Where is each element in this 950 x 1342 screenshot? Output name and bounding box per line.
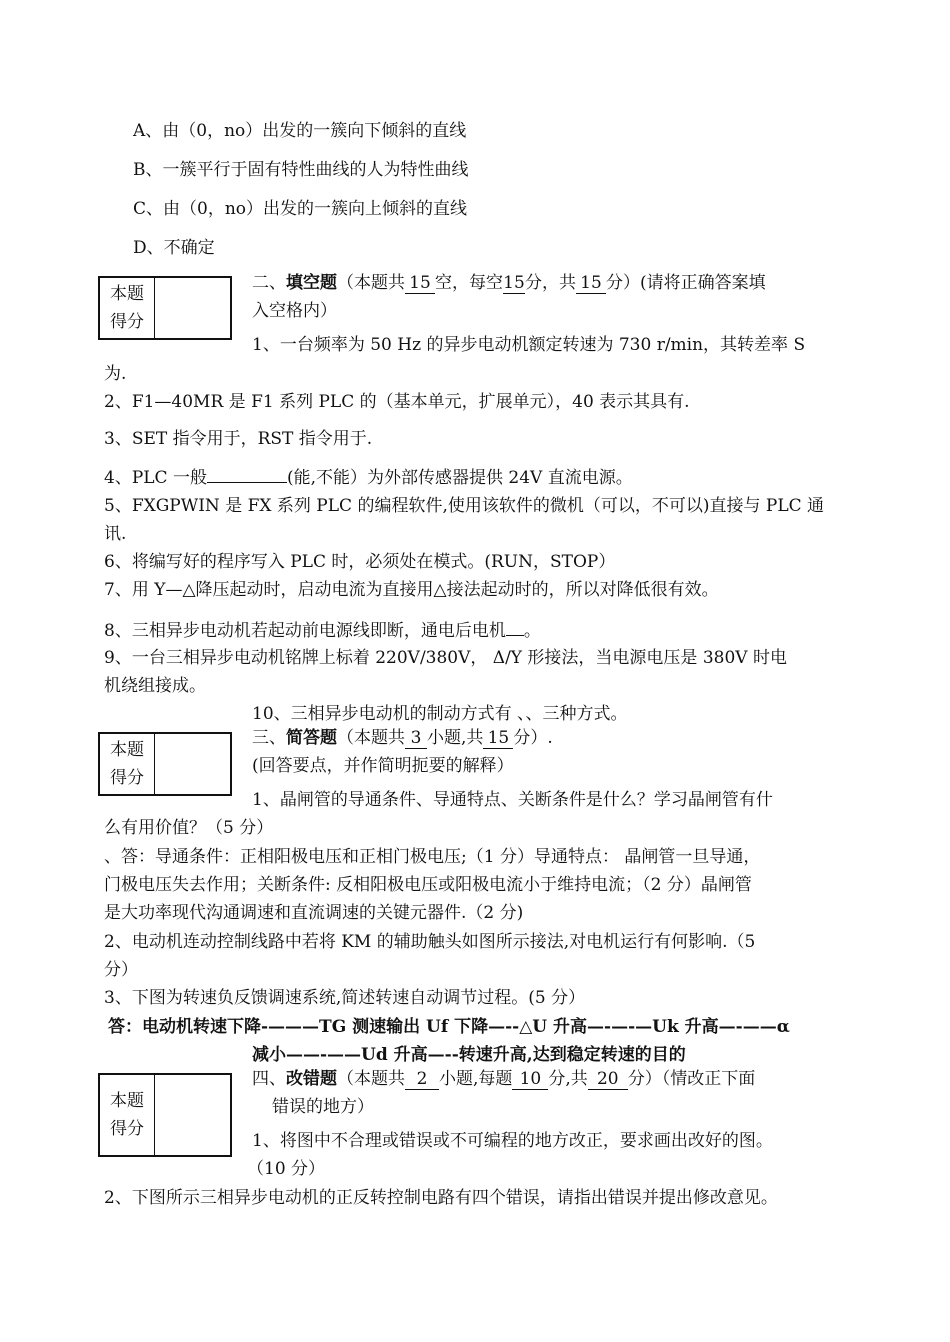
question-2-1: 1、一台频率为 50 Hz 的异步电动机额定转速为 730 r/min，其转差率 S bbox=[252, 335, 806, 355]
section2-title: 填空题 bbox=[286, 273, 337, 293]
question-2-9-cont: 机绕组接成。 bbox=[104, 676, 206, 696]
option-a: A、由（0，no）出发的一簇向下倾斜的直线 bbox=[133, 121, 467, 141]
section4-heading: 四、改错题（本题共 2 小题,每题 10 分,共 20 分）（情改正下面 bbox=[252, 1069, 756, 1089]
section4-title: 改错题 bbox=[286, 1069, 337, 1089]
question-2-1-cont: 为. bbox=[104, 364, 127, 384]
section2-heading: 二、填空题（本题共 15 空，每空15分，共 15 分）(请将正确答案填 bbox=[252, 273, 766, 293]
question-3-1-cont: 么有用价值？（5 分） bbox=[104, 818, 274, 838]
answer-3-1-cont2: 是大功率现代沟通调速和直流调速的关键元器件.（2 分) bbox=[104, 903, 524, 923]
option-c: C、由（0，no）出发的一簇向上倾斜的直线 bbox=[133, 199, 468, 219]
score-box-label: 本题 得分 bbox=[100, 734, 155, 794]
question-4-2: 2、下图所示三相异步电动机的正反转控制电路有四个错误，请指出错误并提出修改意见。 bbox=[104, 1188, 778, 1208]
score-box-value[interactable] bbox=[155, 1075, 230, 1155]
question-2-4: 4、PLC 一般 (能,不能）为外部传感器提供 24V 直流电源。 bbox=[104, 465, 855, 490]
question-3-2: 2、电动机连动控制线路中若将 KM 的辅助触头如图所示接法,对电机运行有何影响.（5 bbox=[104, 932, 756, 952]
question-2-5: 5、FXGPWIN 是 FX 系列 PLC 的编程软件,使用该软件的微机（可以，不可以)直接与 PLC 通 bbox=[104, 496, 825, 516]
score-box bbox=[98, 276, 232, 340]
question-2-2: 2、F1—40MR 是 F1 系列 PLC 的（基本单元，扩展单元），40 表示其具有. bbox=[104, 392, 690, 412]
section2-heading-cont: 入空格内） bbox=[252, 301, 337, 321]
section3-title: 简答题 bbox=[286, 728, 337, 748]
section3-note: (回答要点，并作简明扼要的解释） bbox=[252, 756, 514, 776]
score-box bbox=[98, 1073, 232, 1157]
question-2-9: 9、一台三相异步电动机铭牌上标着 220V/380V， Δ/Y 形接法，当电源电压是 380V 时电 bbox=[104, 648, 787, 668]
question-4-1: 1、将图中不合理或错误或不可编程的地方改正，要求画出改好的图。 bbox=[252, 1131, 773, 1151]
section3-heading: 三、简答题（本题共 3 小题,共 15 分）. bbox=[252, 728, 553, 748]
question-4-1-cont: （10 分） bbox=[247, 1159, 326, 1179]
score-box-value[interactable] bbox=[155, 278, 230, 338]
option-b: B、一簇平行于固有特性曲线的人为特性曲线 bbox=[133, 160, 469, 180]
question-2-8: 8、三相异步电动机若起动前电源线即断，通电后电机 。 bbox=[104, 618, 855, 643]
score-box-label: 本题 得分 bbox=[100, 1075, 155, 1155]
answer-3-3-cont: 减小——-——Ud 升高—--转速升高,达到稳定转速的目的 bbox=[252, 1045, 686, 1065]
question-2-5-cont: 讯. bbox=[104, 524, 127, 544]
answer-3-3: 答：电动机转速下降-———TG 测速输出 Uf 下降—--△U 升高—-—-—Uk 升高—-——α bbox=[108, 1017, 790, 1037]
section4-heading-cont: 错误的地方） bbox=[272, 1097, 374, 1117]
question-3-2-cont: 分） bbox=[104, 960, 138, 980]
question-2-3: 3、SET 指令用于，RST 指令用于. bbox=[104, 429, 373, 449]
question-2-10: 10、三相异步电动机的制动方式有 、、三种方式。 bbox=[252, 704, 628, 724]
question-3-3: 3、下图为转速负反馈调速系统,简述转速自动调节过程。(5 分） bbox=[104, 988, 586, 1008]
question-3-1: 1、晶闸管的导通条件、导通特点、关断条件是什么？学习晶闸管有什 bbox=[252, 790, 773, 810]
score-box bbox=[98, 732, 232, 796]
option-d: D、不确定 bbox=[133, 238, 215, 258]
score-box-label: 本题 得分 bbox=[100, 278, 155, 338]
answer-3-1: 、答：导通条件：正相阳极电压和正相门极电压;（1 分）导通特点： 晶闸管一旦导通， bbox=[104, 847, 761, 867]
answer-blank[interactable] bbox=[207, 465, 287, 483]
answer-3-1-cont: 门极电压失去作用；关断条件: 反相阳极电压或阳极电流小于维持电流；（2 分）晶闸管 bbox=[104, 875, 752, 895]
score-box-value[interactable] bbox=[155, 734, 230, 794]
answer-blank[interactable] bbox=[506, 618, 524, 636]
question-2-7: 7、用 Y—△降压起动时，启动电流为直接用△接法起动时的，所以对降低很有效。 bbox=[104, 580, 719, 600]
question-2-6: 6、将编写好的程序写入 PLC 时，必须处在模式。(RUN，STOP） bbox=[104, 552, 616, 572]
